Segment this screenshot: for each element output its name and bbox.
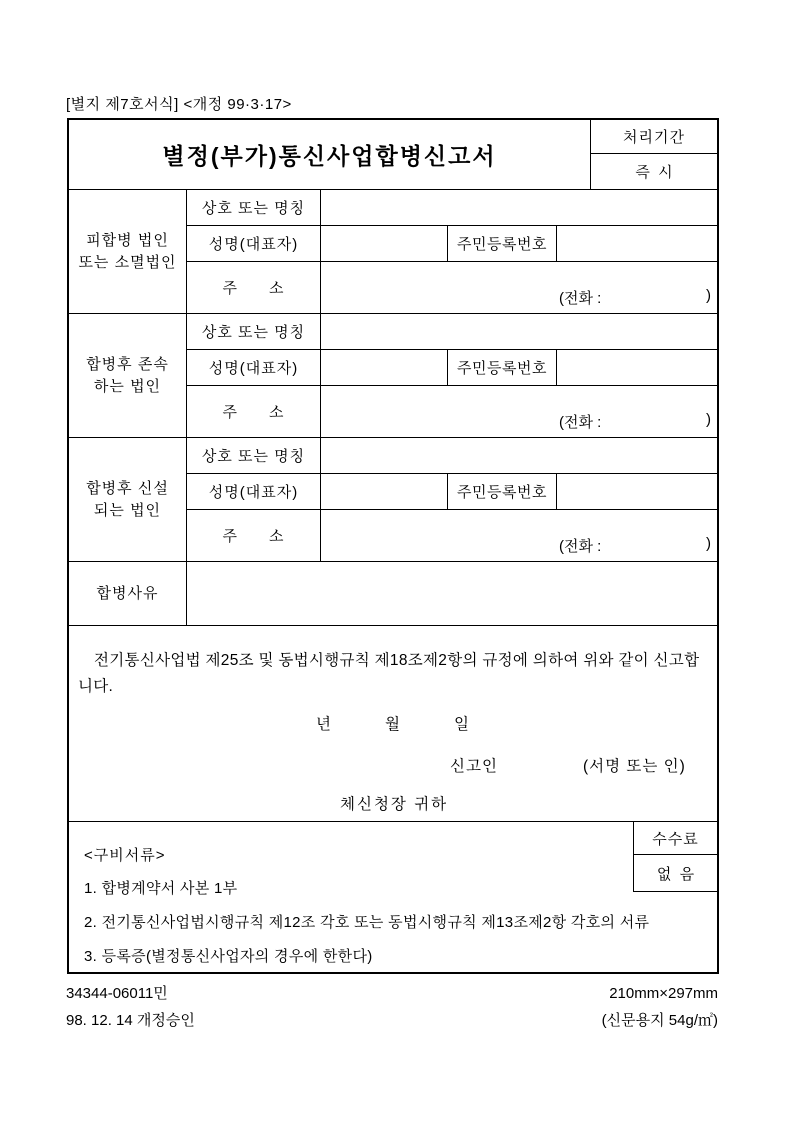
address-label: 주 소 [187,510,321,561]
phone-open: (전화 : [559,414,602,431]
trade-name-value-cell [321,314,717,349]
merger-reason-row [69,562,717,626]
paper-size: 210mm×297mm [609,985,718,1002]
section-merged-corp-header [69,190,187,313]
date-line: 년 월 일 [315,716,471,733]
resident-no-label: 주민등록번호 [448,350,557,385]
form-title: 별정(부가)통신사업합병신고서 [69,120,591,189]
trade-name-label: 상호 또는 명칭 [187,438,321,473]
section-merged-corp [69,190,717,314]
merger-reason-label: 합병사유 [69,562,187,625]
address-value-cell [321,510,717,561]
required-documents-list [84,844,650,979]
section-header-line: 합병후 신설 [86,479,169,497]
processing-time-box [591,120,717,189]
title-row [69,120,717,190]
declaration-area [69,626,717,822]
footer-right [602,980,718,1034]
rep-name-label: 성명(대표자) [187,474,321,509]
trade-name-value-cell [321,438,717,473]
required-document-item: 2. 전기통신사업법시행규칙 제12조 각호 또는 동법시행규칙 제13조제2항 각호의 서류 [84,914,650,931]
merger-reason-value-cell [187,562,717,625]
recipient-line: 체신청장 귀하 [340,796,449,813]
paper-spec: (신문용지 54g/㎡) [601,1012,718,1029]
trade-name-label: 상호 또는 명칭 [187,190,321,225]
processing-time-value: 즉 시 [635,164,673,181]
footer-left [66,980,195,1034]
fee-box [633,822,717,892]
resident-no-value-cell [557,350,717,385]
address-label: 주 소 [187,386,321,437]
declaration-text: 전기통신사업법 제25조 및 동법시행규칙 제18조제2항의 규정에 의하여 위와 같이 신고합니다. [78,652,700,695]
applicant-label: 신고인 [450,758,498,775]
phone-field [559,535,711,556]
required-document-item: 1. 합병계약서 사본 1부 [84,880,238,897]
rep-name-label: 성명(대표자) [187,226,321,261]
merger-report-form [67,118,719,974]
revision-approval-date: 98. 12. 14 개정승인 [66,1012,195,1029]
resident-no-label: 주민등록번호 [448,226,557,261]
rep-name-value-cell [321,474,448,509]
required-documents-heading: <구비서류> [84,847,166,864]
address-value-cell [321,386,717,437]
phone-close: ) [706,287,711,304]
rep-name-value-cell [321,350,448,385]
section-surviving-corp-header [69,314,187,437]
phone-field [559,287,711,308]
rep-name-label: 성명(대표자) [187,350,321,385]
signature-note: (서명 또는 인) [583,758,686,775]
fee-label: 수수료 [634,822,717,855]
section-header-line: 피합병 법인 [86,231,169,249]
address-value-cell [321,262,717,313]
section-header-line: 되는 법인 [93,501,162,519]
required-documents-area [69,822,717,972]
address-label: 주 소 [187,262,321,313]
processing-time-label: 처리기간 [591,120,717,154]
section-header-line: 합병후 존속 [86,355,169,373]
form-serial-number: 34344-06011민 [66,985,168,1002]
phone-close: ) [706,535,711,552]
section-new-corp-header [69,438,187,561]
page-footer [66,980,718,1034]
form-code-label: [별지 제7호서식] <개정 99·3·17> [66,96,292,113]
rep-name-value-cell [321,226,448,261]
resident-no-value-cell [557,226,717,261]
required-document-item: 3. 등록증(별정통신사업자의 경우에 한한다) [84,948,373,965]
section-header-line: 하는 법인 [93,377,162,395]
section-new-corp [69,438,717,562]
phone-open: (전화 : [559,538,602,555]
section-header-line: 또는 소멸법인 [78,253,177,271]
phone-close: ) [706,411,711,428]
phone-field [559,411,711,432]
fee-value: 없 음 [656,865,695,883]
section-surviving-corp [69,314,717,438]
trade-name-label: 상호 또는 명칭 [187,314,321,349]
resident-no-label: 주민등록번호 [448,474,557,509]
phone-open: (전화 : [559,290,602,307]
trade-name-value-cell [321,190,717,225]
resident-no-value-cell [557,474,717,509]
